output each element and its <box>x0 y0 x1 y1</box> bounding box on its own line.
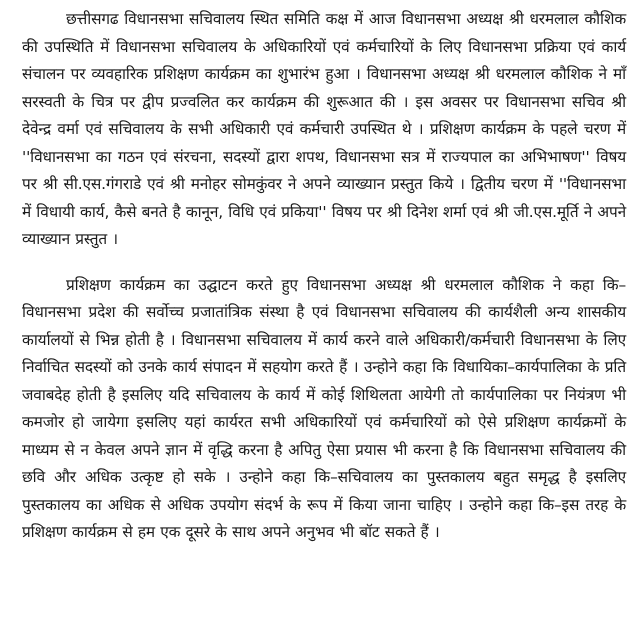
paragraph-1: छत्तीसगढ विधानसभा सचिवालय स्थित समिति कक्ष में आज विधानसभा अध्यक्ष श्री धरमलाल कौशिक की उपस्थिति में विधानसभा सचिवालय के अधिकारियों एवं कर्मचारियों के लिए विधानसभा प्रक्रिया एवं कार्य संचालन पर व्यवहारिक प्रशिक्षण कार्यक्रम का शुभारंभ हुआ । विधानसभा अध्यक्ष श्री धरमलाल कौशिक ने माँ सरस्वती के चित्र पर द्वीप प्रज्वलित कर कार्यक्रम की शुरूआत की । इस अवसर पर विधानसभा सचिव श्री देवेन्द्र वर्मा एवं सचिवालय के सभी अधिकारी एवं कर्मचारी उपस्थित थे । प्रशिक्षण कार्यक्रम के पहले चरण में ''विधानसभा का गठन एवं संरचना, सदस्यों द्वारा शपथ, विधानसभा सत्र में राज्यपाल का अभिभाषण'' विषय पर श्री सी.एस.गंगराडे एवं श्री मनोहर सोमकुंवर ने अपने व्याख्यान प्रस्तुत किये । द्वितीय चरण में ''विधानसभा में विधायी कार्य, कैसे बनते है कानून, विधि एवं प्रकिया'' विषय पर श्री दिनेश शर्मा एवं श्री जी.एस.मूर्ति ने अपने व्याख्यान प्रस्तुत । <box>22 10 626 248</box>
paragraph-2: प्रशिक्षण कार्यक्रम का उद्घाटन करते हुए विधानसभा अध्यक्ष श्री धरमलाल कौशिक ने कहा कि–विधानसभा प्रदेश की सर्वोच्च प्रजातांत्रिक संस्था है एवं विधानसभा सचिवालय की कार्यशैली अन्य शासकीय कार्यालयों से भिन्न होती है । विधानसभा सचिवालय में कार्य करने वाले अधिकारी/कर्मचारी विधानसभा के लिए निर्वाचित सदस्यों को उनके कार्य संपादन में सहयोग करते हैं । उन्होने कहा कि विधायिका–कार्यपालिका के प्रति जवाबदेह होती है इसलिए यदि सचिवालय के कार्य में कोई शिथिलता आयेगी तो कार्यपालिका पर नियंत्रण भी कमजोर हो जायेगा इसलिए यहां कार्यरत सभी अधिकारियों एवं कर्मचारियों को ऐसे प्रशिक्षण कार्यक्रमों के माध्यम से न केवल अपने ज्ञान में वृद्धि करना है अपितु ऐसा प्रयास भी करना है कि विधानसभा सचिवालय की छवि और अधिक उत्कृष्ट हो सके । उन्होने कहा कि–सचिवालय का पुस्तकालय बहुत समृद्ध है इसलिए पुस्तकालय का अधिक से अधिक उपयोग संदर्भ के रूप में किया जाना चाहिए । उन्होने कहा कि–इस तरह के प्रशिक्षण कार्यक्रम से हम एक दूसरे के साथ अपने अनुभव भी बॉट सकते हैं । <box>22 275 626 541</box>
